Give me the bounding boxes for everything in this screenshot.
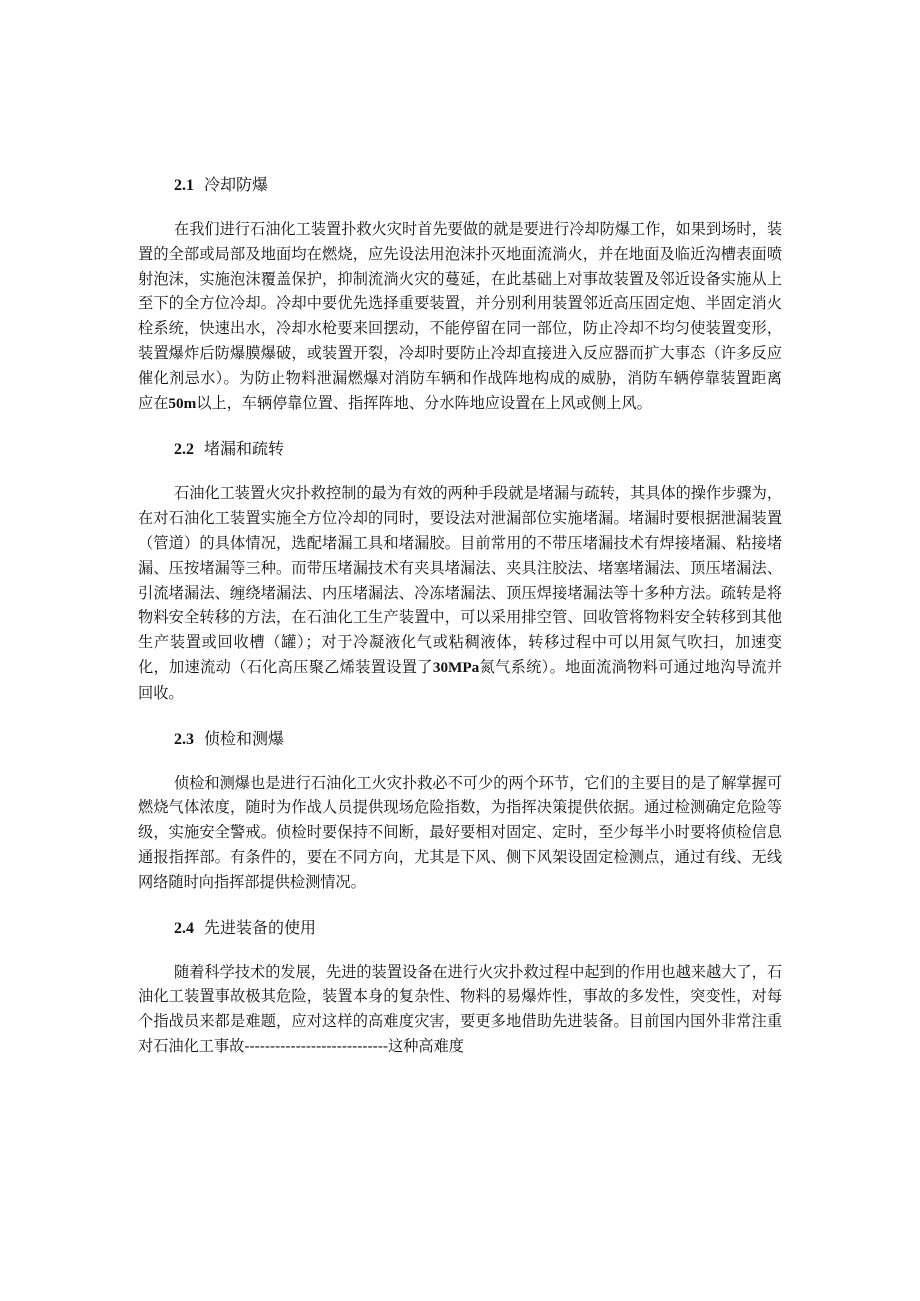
section-paragraph-2-2 <box>138 481 782 705</box>
document-body <box>138 174 782 1081</box>
section-number: 2.2 <box>174 441 194 459</box>
paragraph-bold-value: 30MPa <box>432 658 480 676</box>
paragraph-text: 在我们进行石油化工装置扑救火灾时首先要做的就是要进行冷却防爆工作，如果到场时，装置的全部或局部及地面均在燃烧，应先设法用泡沫扑灭地面流淌火，并在地面及临近沟槽表面喷射泡沫，实施泡沫覆盖保护，抑制流淌火灾的蔓延，在此基础上对事故装置及邻近设备实施从上至下的全方位冷却。冷却中要优先选择重要装置，并分别利用装置邻近高压固定炮、半固定消火栓系统，快速出水，冷却水枪要来回摆动，不能停留在同一部位，防止冷却不均匀使装置变形，装置爆炸后防爆膜爆破，或装置开裂，冷却时要防止冷却直接进入反应器而扩大事态（许多反应催化剂忌水）。为防止物料泄漏燃爆对消防车辆和作战阵地构成的威胁，消防车辆停靠装置距离应在 <box>138 220 782 412</box>
section-number: 2.4 <box>174 919 194 937</box>
section-title: 冷却防爆 <box>204 175 269 194</box>
section-number: 2.3 <box>174 730 194 748</box>
paragraph-bold-value: 50m <box>168 394 197 412</box>
section-paragraph-2-1 <box>138 217 782 416</box>
section-paragraph-2-4 <box>138 960 782 1059</box>
section-title: 堵漏和疏转 <box>204 439 285 459</box>
paragraph-text: 石油化工装置火灾扑救控制的最为有效的两种手段就是堵漏与疏转，其具体的操作步骤为，在对石油化工装置实施全方位冷却的同时，要设法对泄漏部位实施堵漏。堵漏时要根据泄漏装置（管道）的具体情况，选配堵漏工具和堵漏胶。目前常用的不带压堵漏技术有焊接堵漏、粘接堵漏、压按堵漏等三种。而带压堵漏技术有夹具堵漏法、夹具注胶法、堵塞堵漏法、顶压堵漏法、引流堵漏法、缠绕堵漏法、内压堵漏法、冷冻堵漏法、顶压焊接堵漏法等十多种方法。疏转是将物料安全转移的方法，在石油化工生产装置中，可以采用排空管、回收管将物料安全转移到其他生产装置或回收槽（罐）；对于冷凝液化气或粘稠液体，转移过程中可以用氮气吹扫，加速变化，加速流动（石化高压聚乙烯装置设置了 <box>138 484 782 676</box>
section-number: 2.1 <box>174 177 194 194</box>
paragraph-text: 以上，车辆停靠位置、指挥阵地、分水阵地应设置在上风或侧上风。 <box>196 393 652 412</box>
section-heading-2-1 <box>174 174 782 197</box>
section-heading-2-3 <box>174 728 782 751</box>
paragraph-text: 随着科学技术的发展，先进的装置设备在进行火灾扑救过程中起到的作用也越来越大了，石油化工装置事故极其危险，装置本身的复杂性、物料的易爆炸性，事故的多发性，突变性，对每个指战员来都是难题，应对这样的高难度灾害，要更多地借助先进装备。目前国内国外非常注重对石油化工事故----------------------------这种高难度 <box>138 962 782 1055</box>
paragraph-text: 氮气系统）。地面流淌物料可通过地沟导流并回收。 <box>138 657 783 702</box>
section-heading-2-4 <box>174 917 782 940</box>
section-paragraph-2-3 <box>138 771 782 895</box>
section-heading-2-2 <box>174 438 782 461</box>
paragraph-text: 侦检和测爆也是进行石油化工火灾扑救必不可少的两个环节，它们的主要目的是了解掌握可燃烧气体浓度，随时为作战人员提供现场危险指数，为指挥决策提供依据。通过检测确定危险等级，实施安全警戒。侦检时要保持不间断，最好要相对固定、定时，至少每半小时要将侦检信息通报指挥部。有条件的，要在不同方向，尤其是下风、侧下风架设固定检测点，通过有线、无线网络随时向指挥部提供检测情况。 <box>138 773 782 891</box>
section-title: 先进装备的使用 <box>204 917 317 937</box>
section-title: 侦检和测爆 <box>204 728 285 748</box>
